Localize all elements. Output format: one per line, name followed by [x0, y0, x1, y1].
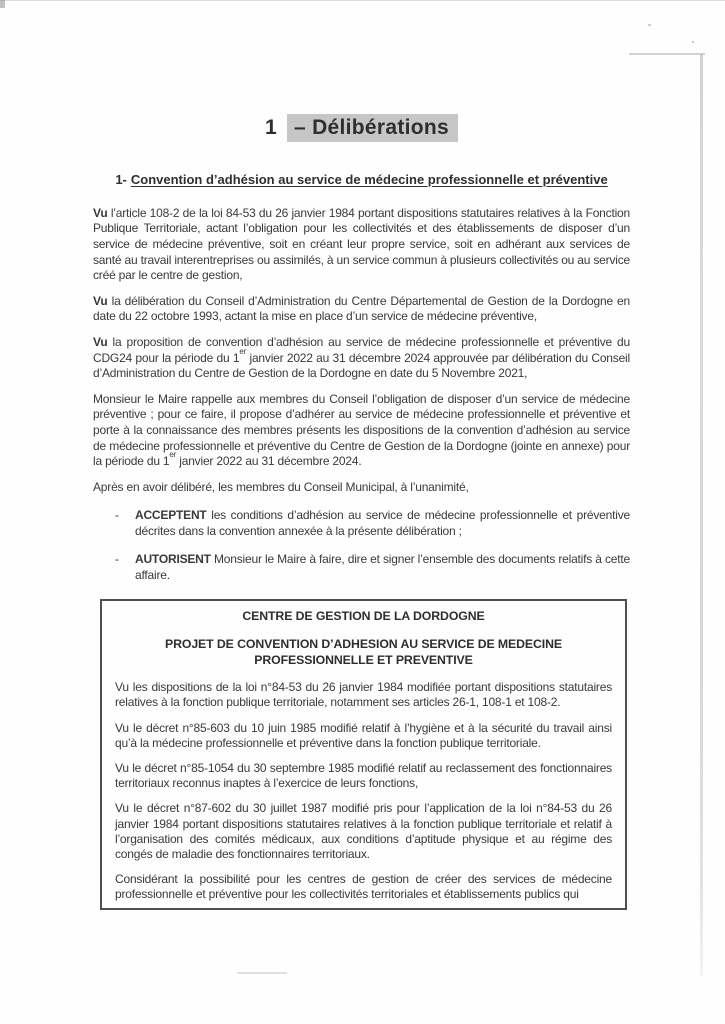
paragraph	[93, 294, 630, 325]
paragraph-text: janvier 2022 au 31 décembre 2024.	[176, 454, 362, 469]
paragraph-lead: Vu	[93, 205, 108, 220]
paragraph	[93, 392, 630, 470]
section-title-highlighted: – Délibérations	[287, 114, 458, 142]
resolution-item	[93, 552, 630, 583]
paragraph-text: Après en avoir délibéré, les membres du Conseil Municipal, à l’unanimité,	[93, 479, 469, 494]
section-title	[93, 116, 630, 140]
scan-paper-edge-horizontal	[629, 53, 705, 55]
subtitle-number: 1-	[115, 172, 127, 187]
paragraph-text: janvier 2022 au 31 décembre 2024 approuvée par délibération du Conseil d’Administration du Centre de Gestion de la Dordogne en date du 5 Novembre 2021,	[93, 350, 630, 381]
paragraph-text: Monsieur le Maire rappelle aux membres du Conseil l’obligation de disposer d’un service de médecine préventive ; pour ce faire, il propose d’adhérer au service de médecine professionnelle et préventive et porte à la connaissance des membres présents les dispositions de la convention d’adhésion au service de médecine professionnelle et préventive du Centre de Gestion de la Dordogne (jointe en annexe) pour la période du 1	[93, 391, 630, 469]
scan-corner-mark	[0, 0, 5, 8]
deliberation-subtitle	[93, 170, 630, 191]
paragraph-lead: AUTORISENT	[135, 552, 211, 567]
paragraph	[115, 872, 612, 902]
paragraph-text: Vu le décret n°87-602 du 30 juillet 1987 modifié pris pour l’application de la loi n°84-53 du 26 janvier 1984 portant dispositions statutaires relatives à la fonction publique territoriale et relatif à l’organisation des comités médicaux, aux conditions d’aptitude physique et au régime des congés de maladie des fonctionnaires territoriaux.	[115, 801, 612, 861]
paragraph-lead: ACCEPTENT	[135, 508, 207, 523]
paragraph-text: la délibération du Conseil d’Administration du Centre Départemental de Gestion de la Dordogne en date du 22 octobre 1993, actant la mise en place d’un service de médecine préventive,	[93, 293, 630, 324]
annex-box-paragraphs	[115, 680, 612, 902]
subtitle-text: Convention d’adhésion au service de médecine professionnelle et préventive	[130, 172, 608, 187]
paragraph-text: Monsieur le Maire à faire, dire et signer l’ensemble des documents relatifs à cette affaire.	[135, 552, 630, 583]
paragraph	[93, 335, 630, 382]
resolution-text	[135, 508, 630, 539]
section-number: 1	[264, 116, 277, 139]
paragraph	[115, 680, 612, 710]
paragraph	[115, 721, 612, 751]
document-content	[93, 0, 630, 910]
paragraph-text: Vu le décret n°85-603 du 10 juin 1985 modifié relatif à l’hygiène et à la sécurité du travail ainsi qu’à la médecine professionnelle et préventive dans la fonction publique territoriale.	[115, 720, 612, 750]
scan-paper-edge-vertical	[700, 54, 703, 976]
bullet-dash: -	[115, 508, 119, 523]
paragraph-text: Vu les dispositions de la loi n°84-53 du 26 janvier 1984 modifiée portant dispositions statutaires relatives à la fonction publique territoriale, notamment ses articles 26-1, 108-1 et 108-2.	[115, 680, 612, 710]
paragraph-lead: Vu	[93, 293, 108, 308]
paragraph-text: Vu le décret n°85-1054 du 30 septembre 1985 modifié relatif au reclassement des fonctionnaires territoriaux reconnus inaptes à l’exercice de leurs fonctions,	[115, 760, 612, 791]
scan-speck	[648, 24, 651, 26]
paragraph-text: er	[239, 346, 247, 356]
annex-box	[100, 599, 627, 910]
scan-speck	[692, 41, 694, 43]
paragraph-text: er	[169, 450, 177, 460]
annex-box-title: CENTRE DE GESTION DE LA DORDOGNE	[242, 608, 485, 623]
paragraph-text: l’article 108-2 de la loi 84-53 du 26 janvier 1984 portant dispositions statutaires relatives à la Fonction Publique Territoriale, actant l’obligation pour les collectivités et des établissements de disposer d’un service de médecine préventive, soit en créant leur propre service, soit en adhérant aux services de santé au travail interentreprises ou assimilés, à un service commun à plusieurs collectivités ou au service créé par le centre de gestion,	[93, 205, 630, 283]
resolution-list	[93, 508, 630, 583]
paragraph-text: les conditions d’adhésion au service de médecine professionnelle et préventive décrites dans la convention annexée à la présente délibération ;	[135, 508, 630, 538]
paragraph-lead: Vu	[93, 334, 108, 349]
paragraph	[115, 801, 612, 862]
resolution-text	[135, 552, 630, 583]
bullet-dash: -	[115, 552, 119, 567]
paragraph-text: Considérant la possibilité pour les centres de gestion de créer des services de médecine professionnelle et préventive pour les collectivités territoriales et établissements publics qui	[115, 872, 612, 902]
paragraph	[93, 480, 630, 496]
paragraph	[115, 761, 612, 791]
annex-box-subtitle: PROJET DE CONVENTION D’ADHESION AU SERVICE DE MEDECINE PROFESSIONNELLE ET PREVENTIVE	[164, 637, 563, 667]
paragraph-text: la proposition de convention d’adhésion au service de médecine professionnelle et préventive du CDG24 pour la période du 1	[93, 334, 630, 365]
paragraph	[93, 206, 630, 284]
deliberation-paragraphs	[93, 206, 630, 496]
resolution-item	[93, 508, 630, 539]
scan-smudge	[237, 972, 287, 974]
